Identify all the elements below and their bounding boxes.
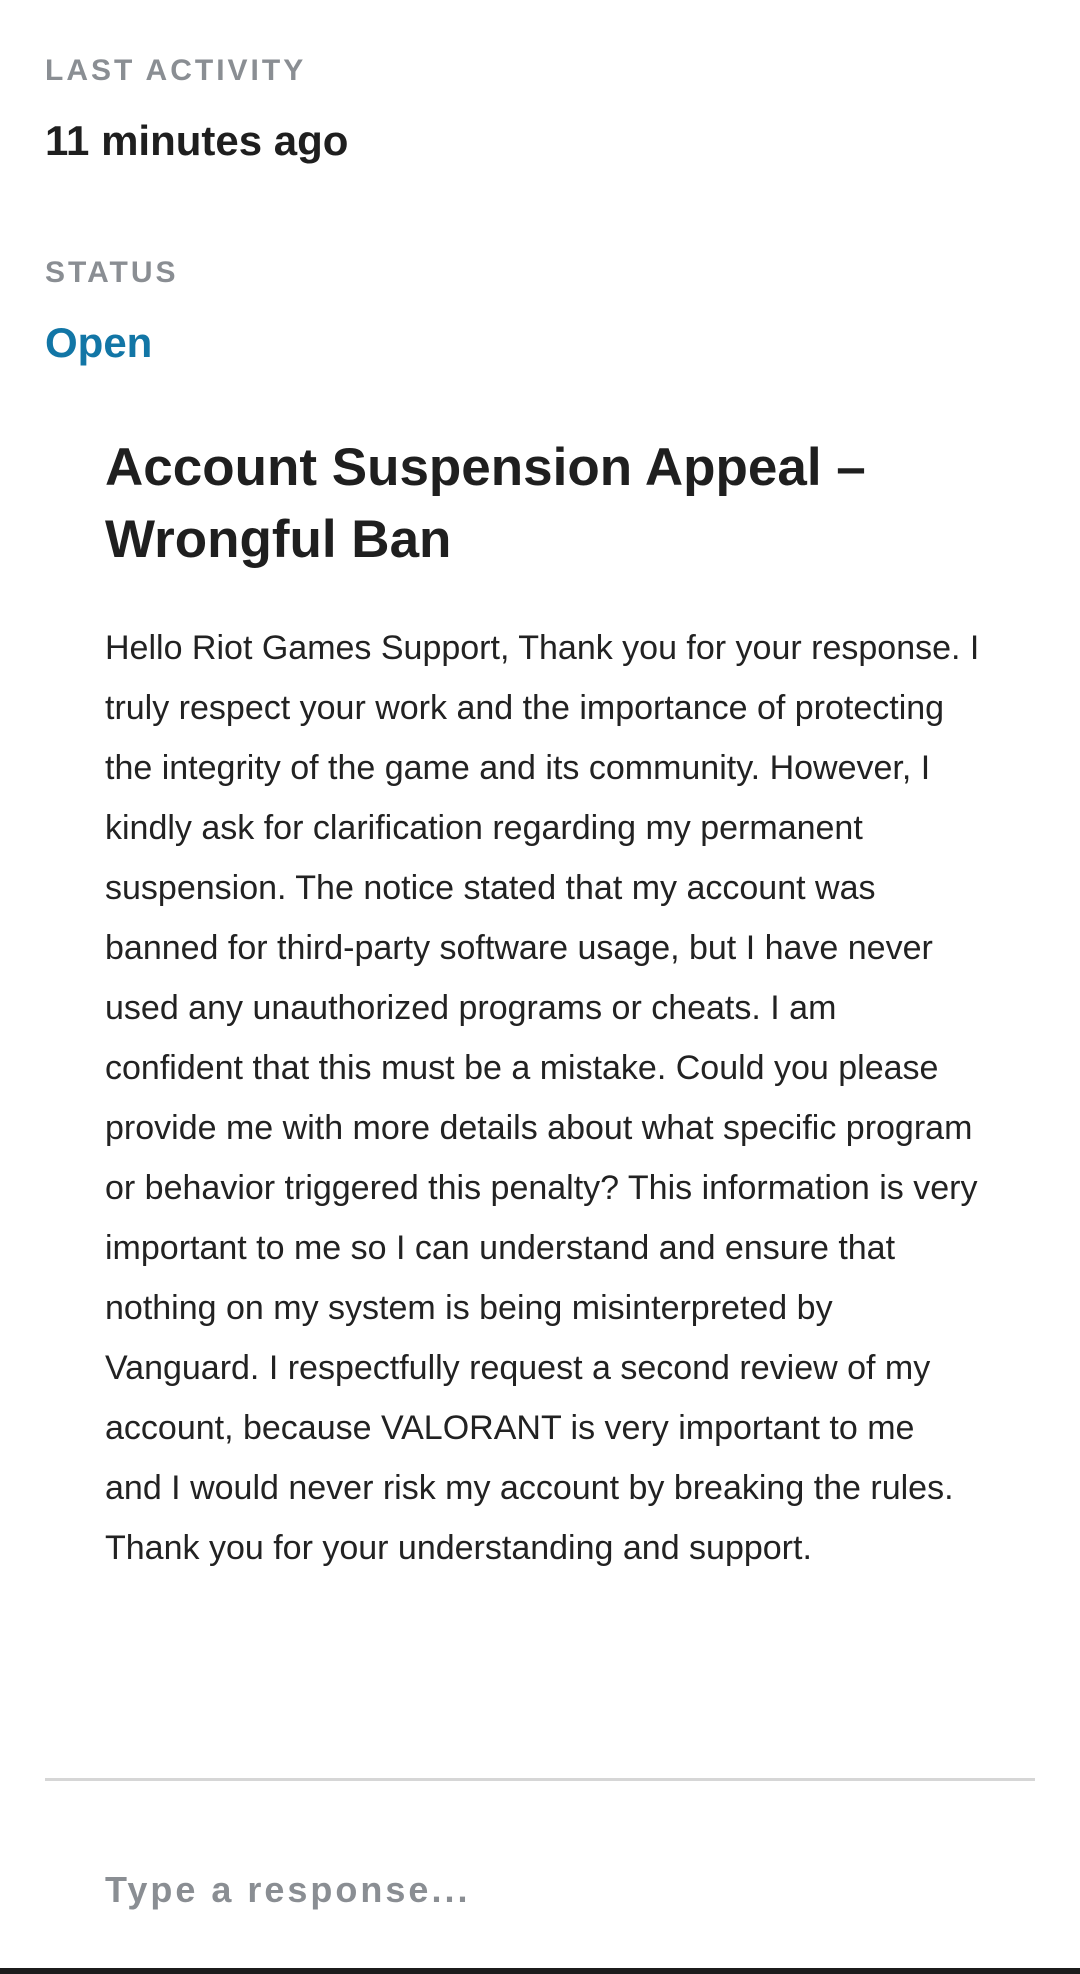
status-label: STATUS bbox=[45, 256, 179, 289]
status-value: Open bbox=[45, 319, 153, 366]
response-box[interactable] bbox=[45, 1830, 1035, 1950]
last-activity-value: 11 minutes ago bbox=[45, 117, 349, 164]
ticket-message bbox=[105, 432, 980, 1578]
last-activity-section bbox=[45, 56, 1035, 162]
last-activity-label: LAST ACTIVITY bbox=[45, 54, 307, 87]
status-section bbox=[45, 258, 1035, 364]
ticket-title: Account Suspension Appeal – Wrongful Ban bbox=[105, 438, 866, 569]
divider bbox=[45, 1778, 1035, 1781]
bottom-bar bbox=[0, 1968, 1080, 1974]
response-input[interactable] bbox=[45, 1868, 1035, 1912]
ticket-body: Hello Riot Games Support, Thank you for your response. I truly respect your work and the importance of protecting the integrity of the game and its community. However, I kindly ask for clarification regarding my permanent suspension. The notice stated that my account was banned for third-party software usage, but I have never used any unauthorized programs or cheats. I am confident that this must be a mistake. Could you please provide me with more details about what specific program or behavior triggered this penalty? This information is very important to me so I can understand and ensure that nothing on my system is being misinterpreted by Vanguard. I respectfully request a second review of my account, because VALORANT is very important to me and I would never risk my account by breaking the rules. Thank you for your understanding and support. bbox=[105, 629, 980, 1567]
